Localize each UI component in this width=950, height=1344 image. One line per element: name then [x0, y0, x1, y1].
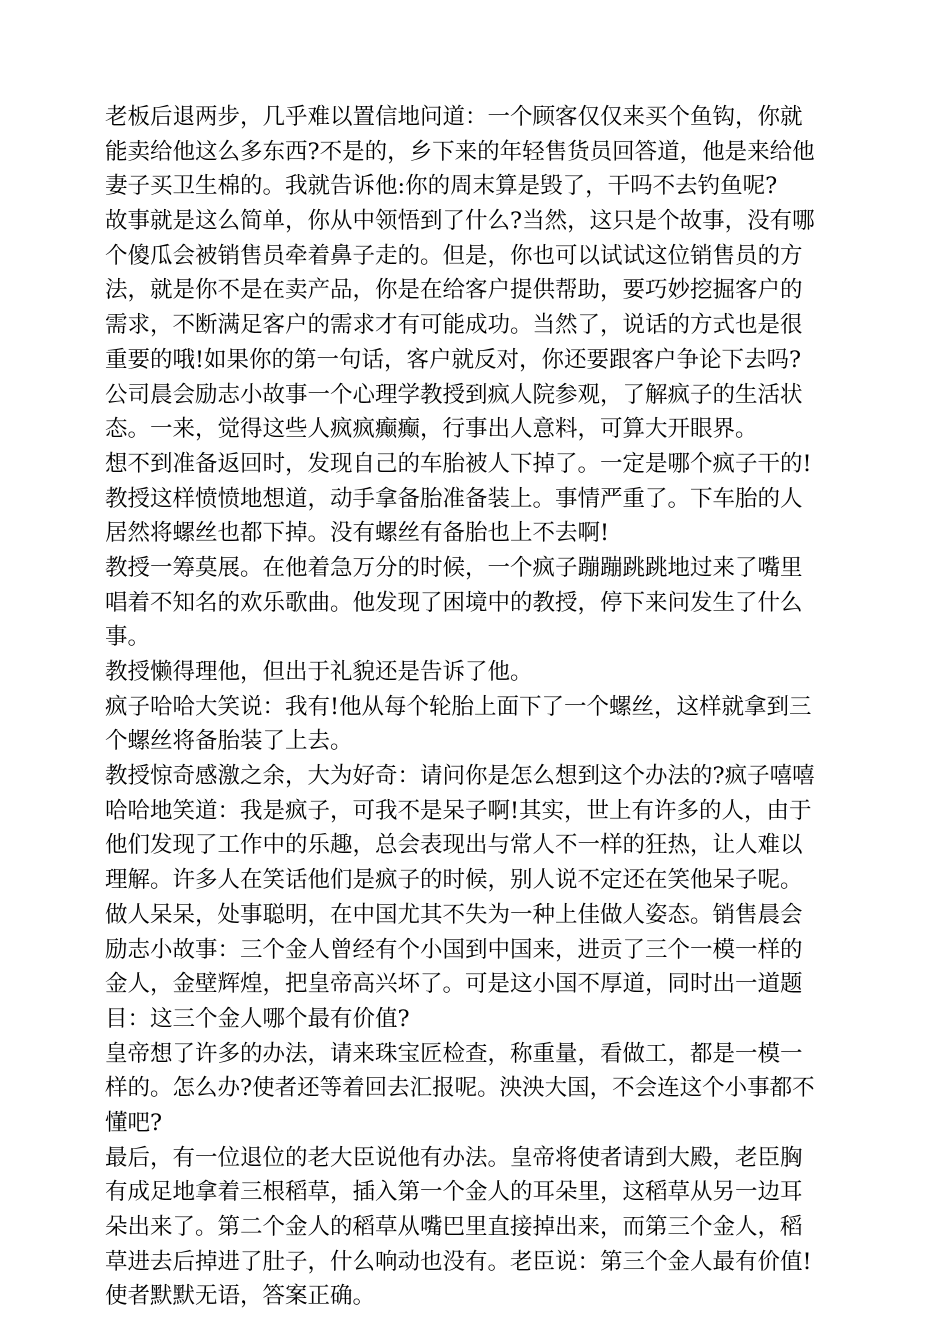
text-line: 态。一来，觉得这些人疯疯癫癫，行事出人意料，可算大开眼界。 — [105, 416, 758, 443]
text-line: 懂吧? — [105, 1109, 163, 1136]
text-line: 他们发现了工作中的乐趣，总会表现出与常人不一样的狂热，让人难以 — [105, 832, 803, 859]
text-line: 唱着不知名的欢乐歌曲。他发现了困境中的教授，停下来问发生了什么 — [105, 589, 803, 616]
text-line: 个傻瓜会被销售员牵着鼻子走的。但是，你也可以试试这位销售员的方 — [105, 242, 803, 269]
text-line: 有成足地拿着三根稻草，插入第一个金人的耳朵里，这稻草从另一边耳 — [105, 1179, 803, 1206]
text-line: 老板后退两步，几乎难以置信地问道：一个顾客仅仅来买个鱼钩，你就 — [105, 104, 803, 130]
text-line: 疯子哈哈大笑说：我有!他从每个轮胎上面下了一个螺丝，这样就拿到三 — [105, 693, 812, 720]
text-line: 能卖给他这么多东西?不是的，乡下来的年轻售货员回答道，他是来给他 — [105, 138, 815, 165]
text-line: 教授懒得理他，但出于礼貌还是告诉了他。 — [105, 659, 533, 685]
text-line: 理解。许多人在笑话他们是疯子的时候，别人说不定还在笑他呆子呢。 — [105, 867, 803, 894]
text-line: 哈哈地笑道：我是疯子，可我不是呆子啊!其实，世上有许多的人，由于 — [105, 797, 812, 824]
text-line: 法，就是你不是在卖产品，你是在给客户提供帮助，要巧妙挖掘客户的 — [105, 277, 803, 304]
document-page — [105, 100, 850, 1314]
text-line: 教授惊奇感激之余，大为好奇：请问你是怎么想到这个办法的?疯子嘻嘻 — [105, 763, 815, 790]
text-line: 故事就是这么简单，你从中领悟到了什么?当然，这只是个故事，没有哪 — [105, 208, 815, 235]
text-line: 最后，有一位退位的老大臣说他有办法。皇帝将使者请到大殿，老臣胸 — [105, 1144, 803, 1171]
text-line: 做人呆呆，处事聪明，在中国尤其不失为一种上佳做人姿态。销售晨会 — [105, 901, 803, 928]
text-line: 草进去后掉进了肚子，什么响动也没有。老臣说：第三个金人最有价值! — [105, 1248, 812, 1275]
text-line: 教授一筹莫展。在他着急万分的时候，一个疯子蹦蹦跳跳地过来了嘴里 — [105, 554, 803, 581]
text-line: 想不到准备返回时，发现自己的车胎被人下掉了。一定是哪个疯子干的! — [105, 450, 812, 477]
text-line: 居然将螺丝也都下掉。没有螺丝有备胎也上不去啊! — [105, 520, 610, 547]
text-line: 样的。怎么办?使者还等着回去汇报呢。泱泱大国，不会连这个小事都不 — [105, 1075, 815, 1102]
text-line: 事。 — [105, 624, 151, 651]
text-line: 金人，金壁辉煌，把皇帝高兴坏了。可是这小国不厚道，同时出一道题 — [105, 971, 803, 998]
text-line: 使者默默无语，答案正确。 — [105, 1283, 376, 1310]
text-line: 目：这三个金人哪个最有价值? — [105, 1005, 410, 1032]
text-line: 公司晨会励志小故事一个心理学教授到疯人院参观，了解疯子的生活状 — [105, 381, 803, 408]
text-line: 妻子买卫生棉的。我就告诉他:你的周末算是毁了，干吗不去钓鱼呢? — [105, 173, 778, 200]
text-line: 皇帝想了许多的办法，请来珠宝匠检查，称重量，看做工，都是一模一 — [105, 1040, 803, 1067]
text-line: 朵出来了。第二个金人的稻草从嘴巴里直接掉出来，而第三个金人，稻 — [105, 1214, 803, 1240]
text-line: 重要的哦!如果你的第一句话，客户就反对，你还要跟客户争论下去吗? — [105, 346, 802, 373]
text-line: 需求，不断满足客户的需求才有可能成功。当然了，说话的方式也是很 — [105, 312, 803, 339]
text-line: 个螺丝将备胎装了上去。 — [105, 728, 353, 755]
text-line: 励志小故事：三个金人曾经有个小国到中国来，进贡了三个一模一样的 — [105, 936, 803, 963]
text-line: 教授这样愤愤地想道，动手拿备胎准备装上。事情严重了。下车胎的人 — [105, 485, 803, 512]
